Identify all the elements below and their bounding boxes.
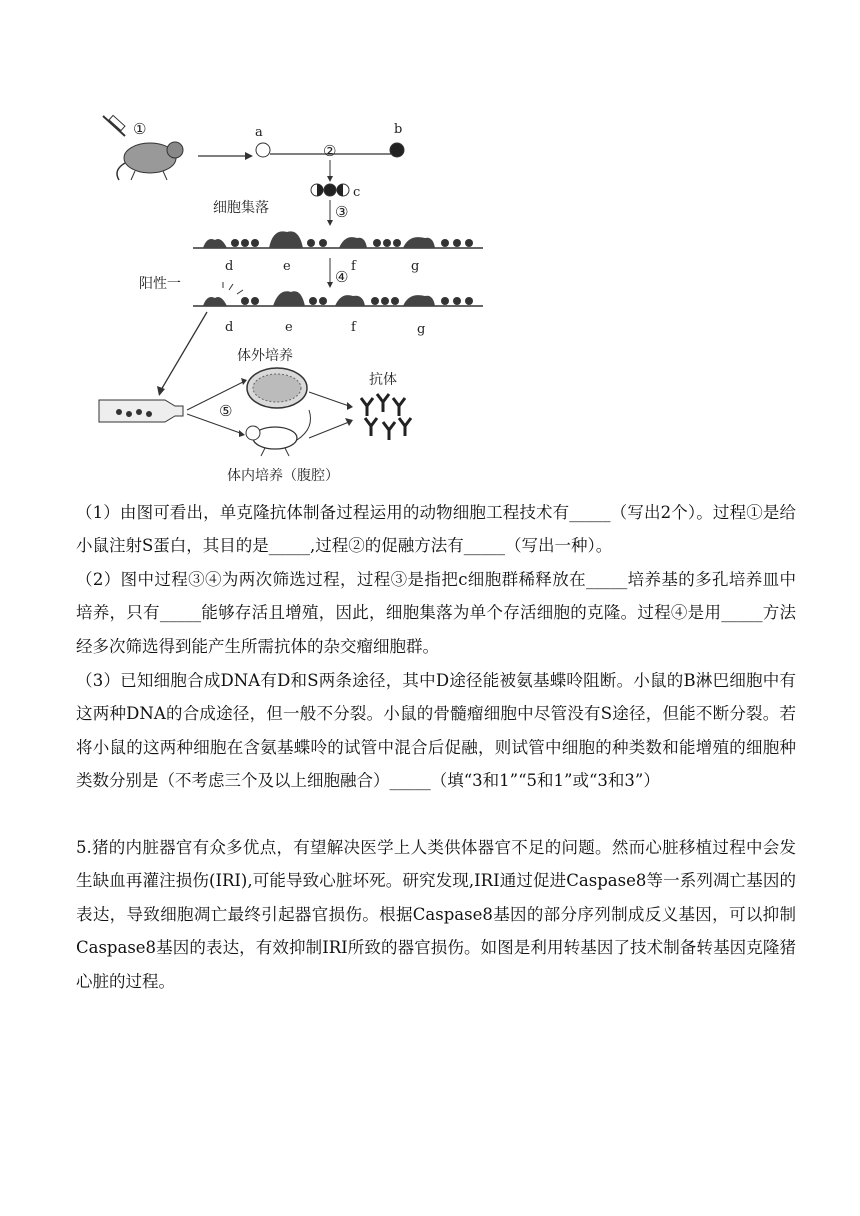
culture-dish-icon [247,368,307,408]
row2-label-f: f [351,320,356,335]
in-vivo-label: 体内培养（腹腔） [227,468,339,484]
in-vitro-label: 体外培养 [237,348,293,364]
problem-5-intro: 5.猪的内脏器官有众多优点，有望解决医学上人类供体器官不足的问题。然而心脏移植过程中会发生缺血再灌注损伤(IRI),可能导致心脏坏死。研究发现,IRI通过促进Caspase8等一系列凋亡基因的表达，导致细胞凋亡最终引起器官损伤。根据Caspase8基因的部分序列制成反义基因，可以抑制Caspase8基因的表达，有效抑制IRI所致的器官损伤。如图是利用转基因了技术制备转基因克隆猪心脏的过程。 [76,838,796,991]
row2-label-e: e [285,320,293,335]
antibody-icons [361,394,411,440]
step-3-label: ③ [335,203,349,221]
row1-label-e: e [283,259,291,274]
step-1-label: ① [133,120,147,138]
row1-label-f: f [351,259,356,274]
mouse-icon [117,142,183,180]
row1-label-g: g [411,259,420,274]
syringe-icon [103,115,125,136]
step-5-label: ⑤ [219,402,233,420]
culture-flask-icon [99,400,183,422]
colony-label: 细胞集落 [213,200,269,216]
question-1: （1）由图可看出，单克隆抗体制备过程运用的动物细胞工程技术有_____（写出2个）。过程①是给小鼠注射S蛋白，其目的是_____,过程②的促融方法有_____（写出一种）。 [76,503,796,556]
positive-label: 阳性一 [139,276,181,292]
plate-row-1 [193,231,483,248]
step-4-label: ④ [335,268,349,286]
cell-b [390,143,404,157]
cell-a [256,143,270,157]
label-a: a [255,125,263,140]
row2-label-g: g [417,322,426,337]
label-c: c [353,185,361,200]
antibody-label: 抗体 [369,372,397,388]
mouse-in-vivo-icon [246,410,311,456]
question-2: （2）图中过程③④为两次筛选过程，过程③是指把c细胞群稀释放在_____培养基的多孔培养皿中培养，只有_____能够存活且增殖，因此，细胞集落为单个存活细胞的克隆。过程④是用_____方法经多次筛选得到能产生所需抗体的杂交瘤细胞群。 [76,570,796,656]
step-2-label: ② [323,142,337,160]
label-b: b [394,122,403,137]
row1-label-d: d [225,259,234,274]
monoclonal-antibody-diagram [95,108,515,488]
row2-label-d: d [225,320,234,335]
cell-group-c [311,184,349,196]
question-3: （3）已知细胞合成DNA有D和S两条途径，其中D途径能被氨基蝶呤阻断。小鼠的B淋巴细胞中有这两种DNA的合成途径，但一般不分裂。小鼠的骨髓瘤细胞中尽管没有S途径，但能不断分裂。若将小鼠的这两种细胞在含氨基蝶呤的试管中混合后促融，则试管中细胞的种类数和能增殖的细胞种类数分别是（不考虑三个及以上细胞融合）_____（填“3和1”“5和1”或“3和3”） [76,671,796,791]
